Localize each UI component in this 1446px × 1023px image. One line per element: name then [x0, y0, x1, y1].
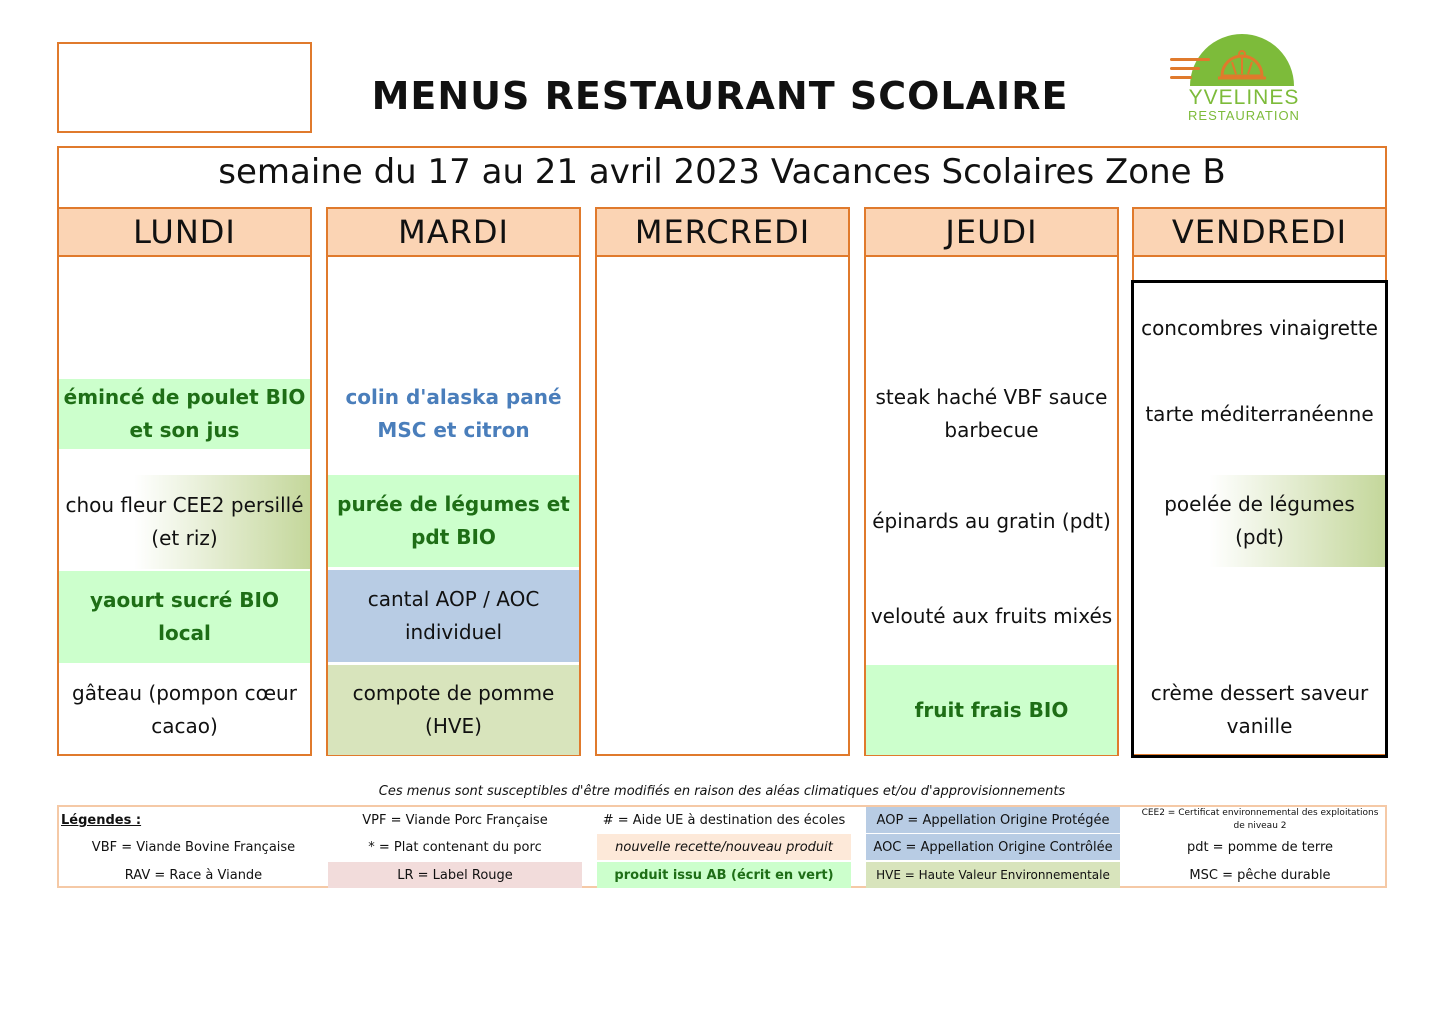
dish-mardi-legume: purée de légumes et pdt BIO [328, 475, 579, 567]
dish-jeudi-plat: steak haché VBF sauce barbecue [875, 385, 1108, 442]
vendredi-highlight-box [1131, 280, 1388, 758]
legend-nouveau: nouvelle recette/nouveau produit [597, 834, 851, 860]
page-title: MENUS RESTAURANT SCOLAIRE [371, 74, 1069, 118]
legend-porc: * = Plat contenant du porc [368, 839, 542, 855]
day-header-lundi: LUNDI [59, 209, 310, 257]
legend-vbf: VBF = Viande Bovine Française [91, 839, 296, 855]
dish-mardi-plat: colin d'alaska pané MSC et citron [345, 385, 562, 442]
dish-lundi-laitage: yaourt sucré BIO local [59, 571, 310, 663]
dish-mardi-laitage: cantal AOP / AOC individuel [328, 570, 579, 662]
legend-ab: produit issu AB (écrit en vert) [597, 862, 851, 888]
day-header-vendredi: VENDREDI [1134, 209, 1385, 257]
legend-aoc: AOC = Appellation Origine Contrôlée [866, 834, 1120, 860]
day-column-mardi [326, 207, 581, 756]
dish-lundi-legume: chou fleur CEE2 persillé (et riz) [59, 475, 310, 569]
speed-lines-icon [1170, 58, 1218, 85]
day-column-jeudi [864, 207, 1119, 756]
brand-subtitle: RESTAURATION [1188, 108, 1300, 123]
legend-vpf: VPF = Viande Porc Française [362, 812, 548, 828]
dish-lundi-dessert: gâteau (pompon cœur cacao) [72, 681, 297, 738]
day-header-jeudi: JEUDI [866, 209, 1117, 257]
day-column-lundi [57, 207, 312, 756]
dish-lundi-plat: émincé de poulet BIO et son jus [59, 379, 310, 449]
legend-table [57, 805, 1387, 888]
legend-ue: # = Aide UE à destination des écoles [602, 812, 846, 828]
dish-vendredi-entree: concombres vinaigrette [1141, 315, 1378, 340]
legend-msc: MSC = pêche durable [1189, 867, 1331, 883]
legend-cee2: CEE2 = Certificat environnemental des exploitations de niveau 2 [1141, 808, 1379, 831]
brand-name: YVELINES [1188, 86, 1300, 109]
dish-mardi-dessert: compote de pomme (HVE) [328, 665, 579, 755]
legend-pdt: pdt = pomme de terre [1186, 839, 1334, 855]
day-header-mercredi: MERCREDI [597, 209, 848, 257]
dish-jeudi-laitage: velouté aux fruits mixés [870, 603, 1113, 628]
legend-aop: AOP = Appellation Origine Protégée [866, 807, 1120, 833]
legend-title: Légendes : [61, 812, 142, 828]
cloche-icon [1214, 42, 1270, 84]
week-title: semaine du 17 au 21 avril 2023 Vacances Scolaires Zone B [218, 152, 1226, 192]
dish-vendredi-dessert: crème dessert saveur vanille [1150, 681, 1369, 738]
disclaimer-note: Ces menus sont susceptibles d'être modifiés en raison des aléas climatiques et/ou d'approvisionnements [378, 784, 1066, 799]
legend-rav: RAV = Race à Viande [124, 867, 263, 883]
dish-jeudi-legume: épinards au gratin (pdt) [872, 508, 1111, 533]
dish-jeudi-dessert: fruit frais BIO [866, 665, 1117, 755]
legend-lr: LR = Label Rouge [328, 862, 582, 888]
legend-hve: HVE = Haute Valeur Environnementale [866, 862, 1120, 888]
day-column-mercredi [595, 207, 850, 756]
brand-logo [1166, 28, 1306, 128]
logo-placeholder-box [57, 42, 312, 133]
dish-vendredi-legume: poelée de légumes (pdt) [1134, 475, 1385, 567]
dish-vendredi-plat: tarte méditerranéenne [1145, 401, 1374, 426]
day-header-mardi: MARDI [328, 209, 579, 257]
